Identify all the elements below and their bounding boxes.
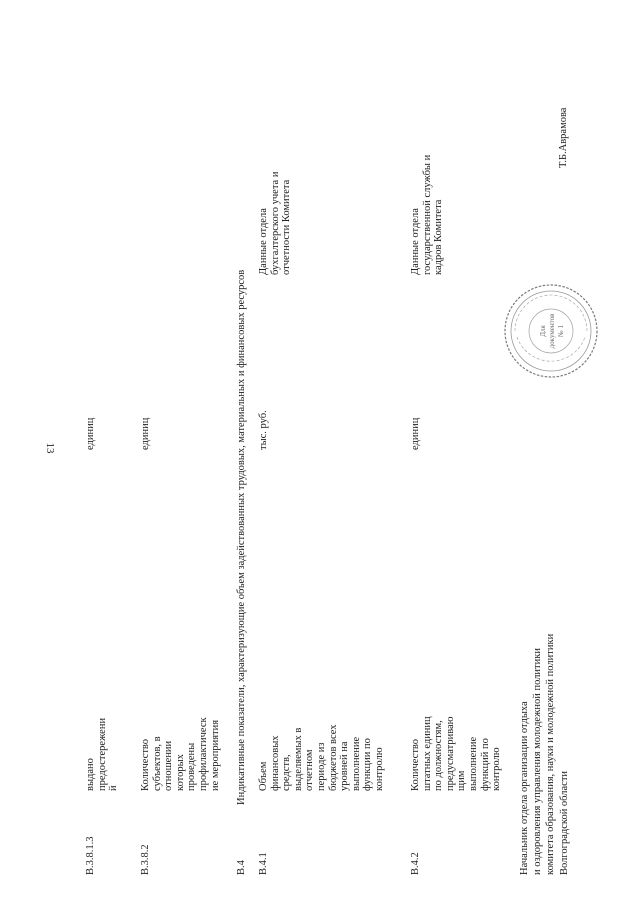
row-source: Данные отдела бухгалтерского учета и отчетности Комитета xyxy=(258,171,293,275)
signature-position: Начальник отдела организации отдыха и оздоровления управления молодежной политики комитета образования, науки и молодежной политики Волгоградской области xyxy=(519,633,570,875)
row-code: В.4 xyxy=(236,860,247,875)
row-unit: единиц xyxy=(85,417,96,450)
seal-line3: № 1 xyxy=(557,325,565,337)
row-code: В.3.8.1.3 xyxy=(85,836,96,875)
seal-stamp-icon xyxy=(503,283,599,379)
row-unit: тыс. руб. xyxy=(258,410,269,450)
seal-line2: документов xyxy=(548,313,556,349)
row-source: Данные отдела государственной службы и кадров Комитета xyxy=(410,154,445,275)
row-name: выдано предостережени й xyxy=(85,717,120,791)
row-code: В.4.2 xyxy=(410,852,421,875)
row-name: Количество субъектов, в отношении которых проведены профилактическ ие мероприятия xyxy=(140,717,221,791)
row-code: В.4.1 xyxy=(258,852,269,875)
seal-line1: Для xyxy=(539,325,547,337)
row-name: Объем финансовых средств, выделяемых в отчетном периоде из бюджетов всех уровней на выполнение функции по контролю xyxy=(258,724,385,791)
row-unit: единиц xyxy=(140,417,151,450)
section-heading: Индикативные показатели, характеризующие объем задействованных трудовых, материальных и финансовых ресурсов xyxy=(236,269,247,805)
row-name: Количество штатных единиц по должностям, предусматриваю щим выполнение функций по контролю xyxy=(410,716,503,791)
row-code: В.3.8.2 xyxy=(140,844,151,875)
row-unit: единиц xyxy=(410,417,421,450)
page-number: 13 xyxy=(44,442,56,454)
signature-name: Т.Б.Аврамова xyxy=(558,107,569,168)
